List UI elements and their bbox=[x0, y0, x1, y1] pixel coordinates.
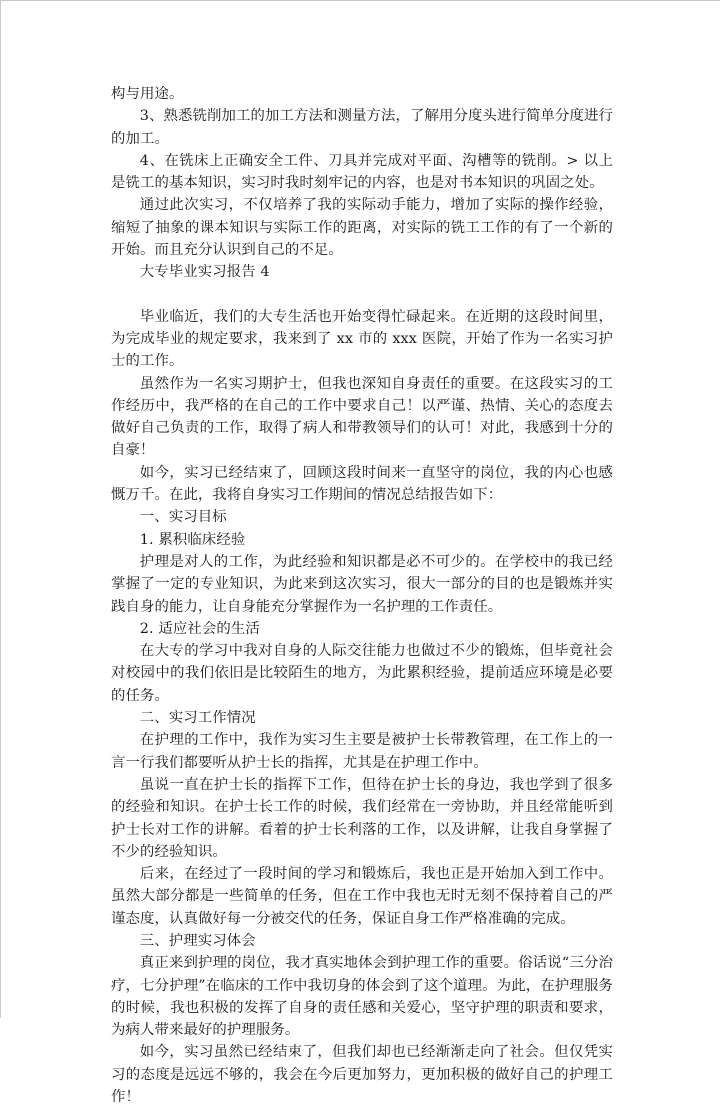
paragraph-clinical-experience: 护理是对人的工作，为此经验和知识都是必不可少的。在学校中的我已经掌握了一定的专业知识，为此来到这次实习，很大一部分的目的也是锻炼并实践自身的能力，让自身能充分掌握作为一名护理的工作责任。 bbox=[111, 553, 613, 615]
blank-line bbox=[111, 284, 613, 306]
subheading-clinical-experience: 1. 累积临床经验 bbox=[139, 531, 246, 548]
report-heading: 大专毕业实习报告 4 bbox=[139, 264, 270, 281]
paragraph-work-3: 后来，在经过了一段时间的学习和锻炼后，我也正是开始加入到工作中。虽然大部分都是一些简单的任务，但在工作中我也无时无刻不保持着自己的严谨态度，认真做好每一分被交代的任务，保证自身工作严格准确的完成。 bbox=[111, 866, 613, 927]
paragraph-summary: 通过此次实习，不仅培养了我的实际动手能力，增加了实际的操作经验，缩短了抽象的课本知识与实际工作的距离，对实际的铣工工作的有了一个新的开始。而且充分认识到自己的不足。 bbox=[111, 197, 613, 259]
section-heading-experience: 三、护理实习体会 bbox=[139, 932, 256, 949]
paragraph-experience-1: 真正来到护理的岗位，我才真实地体会到护理工作的重要。俗话说“三分治疗，七分护理”在临床的工作中我切身的体会到了这个道理。为此，在护理服务的时候，我也积极的发挥了自身的责任感和关爱心，坚守护理的职责和要求，为病人带来最好的护理服务。 bbox=[111, 955, 613, 1039]
subheading-adapt-society: 2. 适应社会的生活 bbox=[139, 620, 260, 637]
paragraph-work-1: 在护理的工作中，我作为实习生主要是被护士长带教管理，在工作上的一言一行我们都要听从护士长的指挥，尤其是在护理工作中。 bbox=[111, 732, 613, 771]
paragraph-experience-2: 如今，实习虽然已经结束了，但我们却也已经渐渐走向了社会。但仅凭实习的态度是远远不够的，我会在今后更加努力，更加积极的做好自己的护理工作！ bbox=[111, 1044, 613, 1106]
paragraph-item-3: 3、熟悉铣削加工的加工方法和测量方法，了解用分度头进行简单分度进行的加工。 bbox=[111, 108, 613, 147]
section-heading-work: 二、实习工作情况 bbox=[139, 710, 256, 727]
paragraph-adapt-society: 在大专的学习中我对自身的人际交往能力也做过不少的锻炼，但毕竟社会对校园中的我们依旧是比较陌生的地方，为此累积经验，提前适应环境是必要的任务。 bbox=[111, 643, 613, 704]
paragraph-continuation: 构与用途。 bbox=[111, 86, 184, 102]
document-body bbox=[111, 83, 613, 1108]
paragraph-work-2: 虽说一直在护士长的指挥下工作，但待在护士长的身边，我也学到了很多的经验和知识。在护士长工作的时候，我们经常在一旁协助，并且经常能听到护士长对工作的讲解。看着的护士长利落的工作，以及讲解，让我自身掌握了不少的经验知识。 bbox=[111, 776, 613, 860]
paragraph-intro: 毕业临近，我们的大专生活也开始变得忙碌起来。在近期的这段时间里，为完成毕业的规定要求，我来到了 xx 市的 xxx 医院，开始了作为一名实习护士的工作。 bbox=[111, 308, 613, 370]
paragraph-responsibility: 虽然作为一名实习期护士，但我也深知自身责任的重要。在这段实习的工作经历中，我严格的在自己的工作中要求自己！以严谨、热情、关心的态度去做好自己负责的工作，取得了病人和带教领导们的认可！对此，我感到十分的自豪！ bbox=[111, 375, 613, 459]
paragraph-reflection: 如今，实习已经结束了，回顾这段时间来一直坚守的岗位，我的内心也感慨万千。在此，我将自身实习工作期间的情况总结报告如下： bbox=[111, 464, 613, 504]
section-heading-goals: 一、实习目标 bbox=[139, 509, 227, 526]
paragraph-item-4: 4、在铣床上正确安全工件、刀具并完成对平面、沟槽等的铣削。> 以上是铣工的基本知识，实习时我时刻牢记的内容，也是对书本知识的巩固之处。 bbox=[111, 152, 613, 192]
